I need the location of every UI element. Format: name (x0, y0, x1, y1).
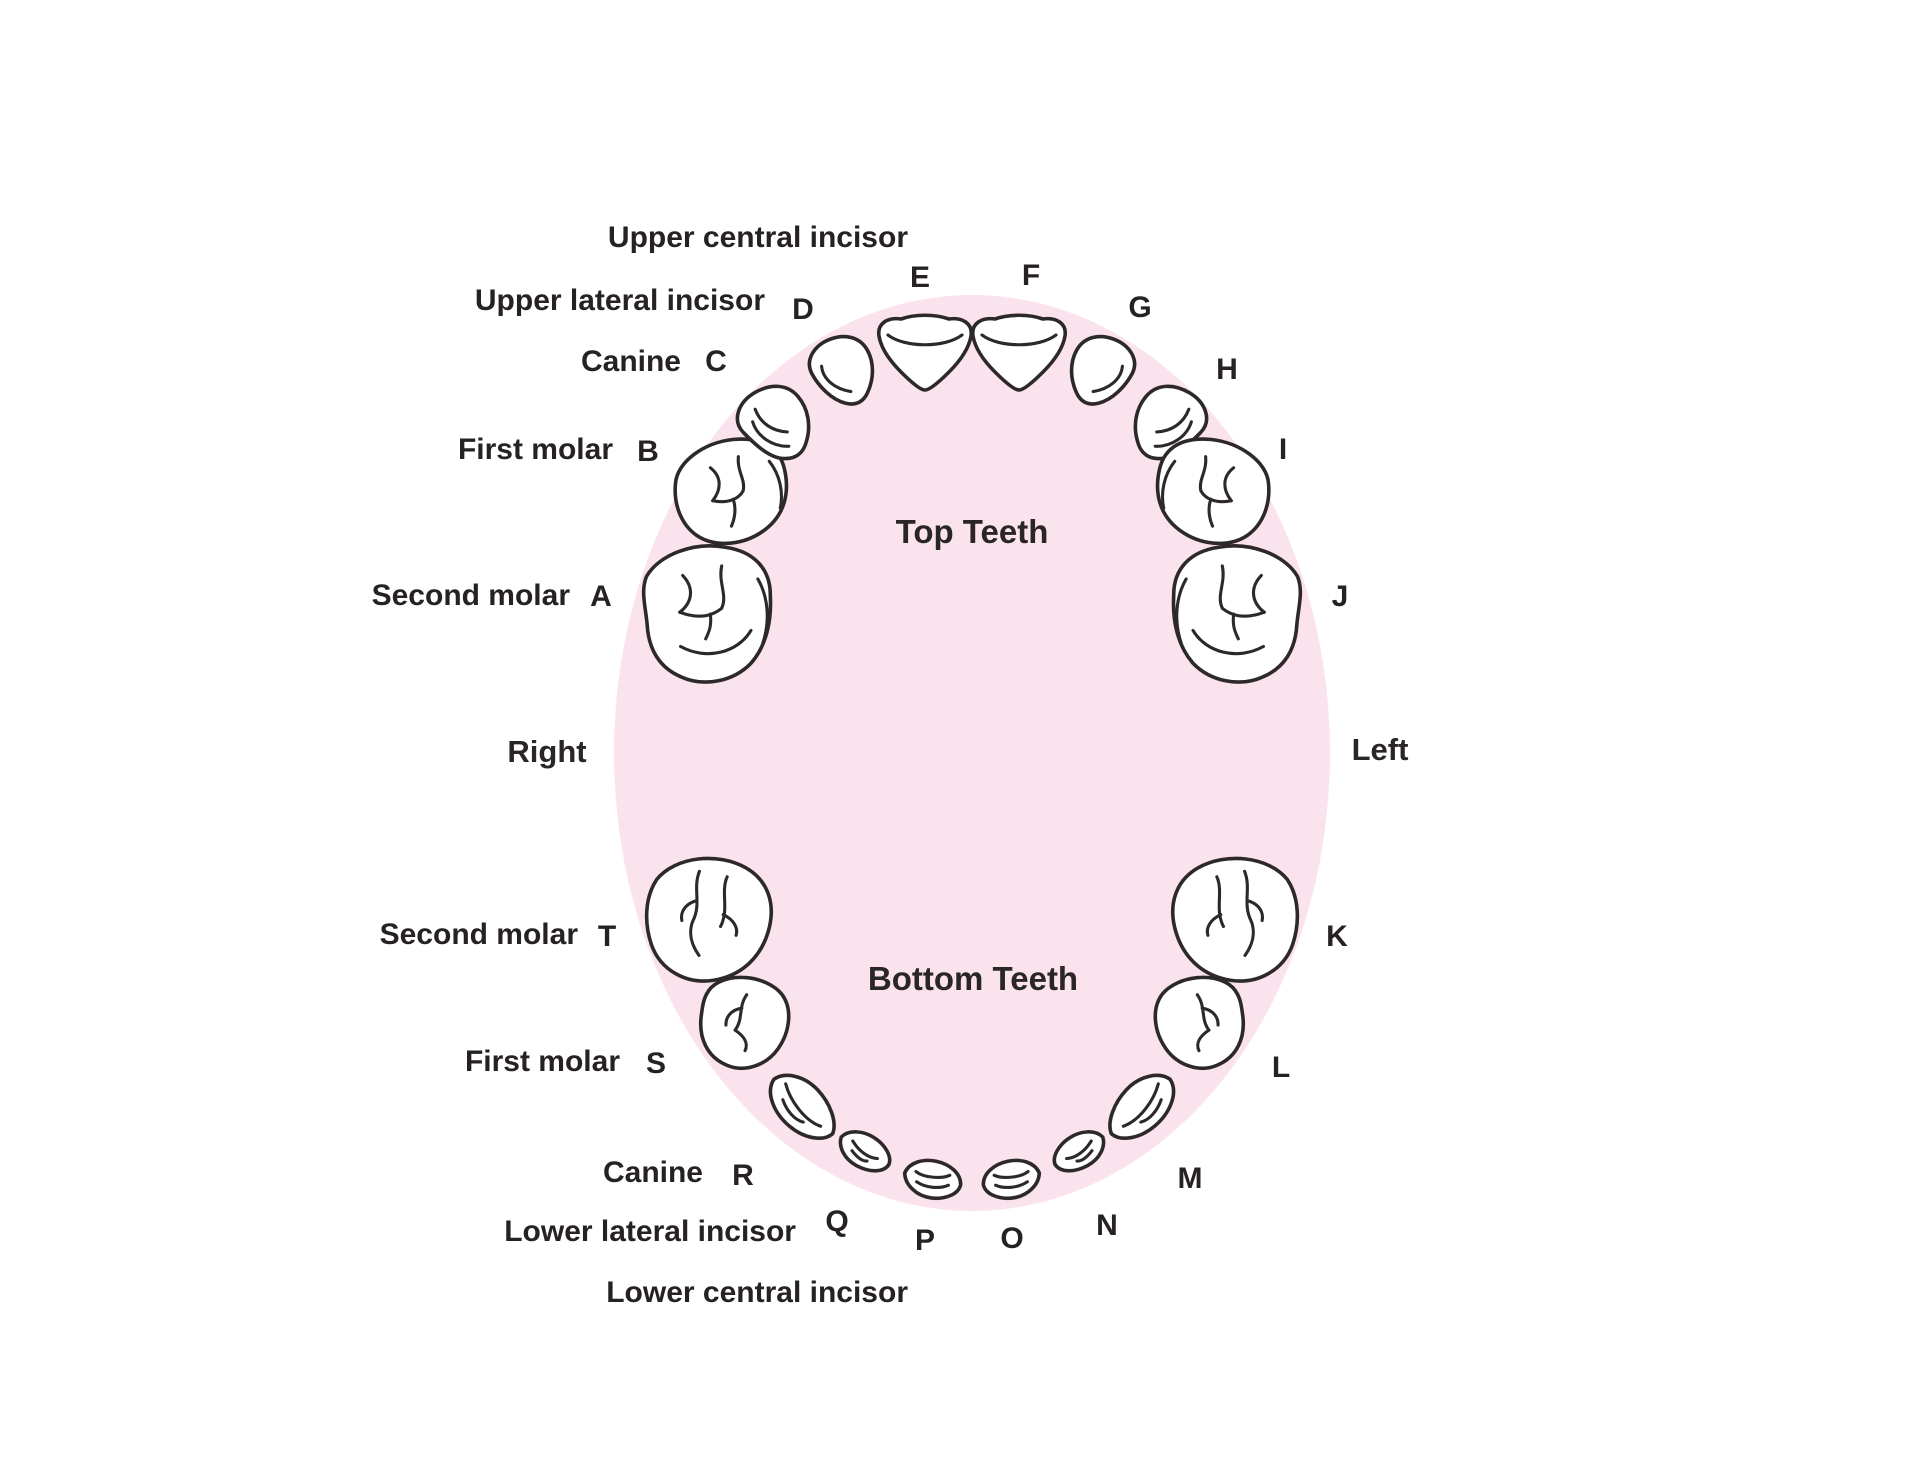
tooth-letter-T: T (597, 920, 617, 953)
tooth-letter-N: N (1096, 1209, 1118, 1242)
tooth-letter-S: S (645, 1047, 667, 1080)
tooth-letter-K: K (1326, 920, 1348, 953)
tooth-letter-M: M (1177, 1162, 1203, 1195)
tooth-letter-R: R (732, 1159, 754, 1192)
caption-left-side: Left (1351, 732, 1409, 767)
tooth-letter-G: G (1128, 291, 1152, 324)
tooth-letter-C: C (705, 345, 727, 378)
tooth-letter-I: I (1278, 433, 1288, 466)
tooth-letter-L: L (1271, 1051, 1291, 1084)
tooth-letter-D: D (792, 293, 814, 326)
label-upper-first-molar: First molar (457, 433, 613, 466)
label-upper-central-incisor: Upper central incisor (607, 221, 908, 254)
tooth-letter-A: A (590, 580, 612, 613)
label-lower-second-molar: Second molar (379, 918, 578, 951)
label-lower-canine: Canine (602, 1156, 703, 1189)
tooth-letter-H: H (1216, 353, 1238, 386)
tooth-letter-F: F (1021, 259, 1041, 292)
tooth-letter-O: O (1000, 1222, 1024, 1255)
label-upper-second-molar: Second molar (371, 579, 570, 612)
caption-bottom-teeth: Bottom Teeth (867, 960, 1079, 997)
dental-arch-background (614, 295, 1330, 1211)
tooth-letter-B: B (637, 435, 659, 468)
tooth-letter-J: J (1331, 580, 1349, 613)
label-lower-lateral-incisor: Lower lateral incisor (504, 1215, 796, 1248)
tooth-letter-Q: Q (825, 1205, 849, 1238)
tooth-letter-P: P (914, 1224, 936, 1257)
label-lower-first-molar: First molar (464, 1045, 620, 1078)
caption-right-side: Right (507, 734, 587, 769)
label-lower-central-incisor: Lower central incisor (606, 1276, 908, 1309)
caption-top-teeth: Top Teeth (895, 513, 1049, 550)
tooth-letter-E: E (909, 261, 931, 294)
label-upper-lateral-incisor: Upper lateral incisor (474, 284, 765, 317)
label-upper-canine: Canine (580, 345, 681, 378)
